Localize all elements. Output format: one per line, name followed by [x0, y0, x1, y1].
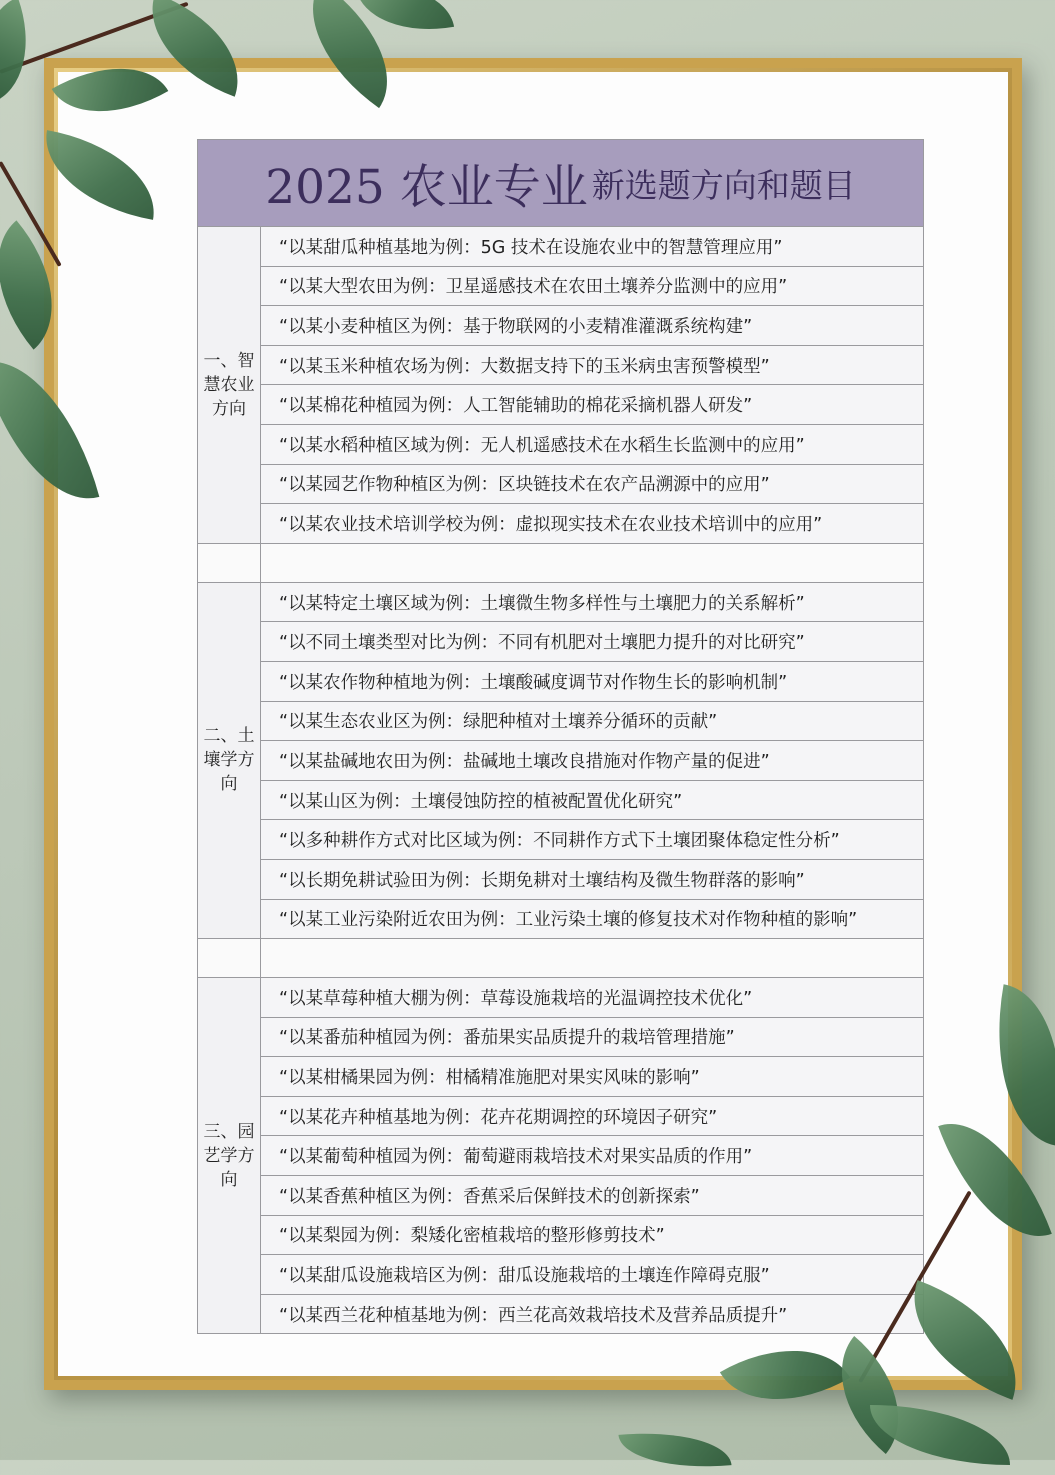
topic-item: “以某西兰花种植基地为例：西兰花高效栽培技术及营养品质提升”: [261, 1294, 924, 1334]
table-row: [198, 266, 924, 306]
table-row: [198, 701, 924, 741]
topic-item: “以某棉花种植园为例：人工智能辅助的棉花采摘机器人研发”: [261, 385, 924, 425]
category-cell: 三、园艺学方向: [198, 978, 261, 1334]
topic-item: “以某大型农田为例：卫星遥感技术在农田土壤养分监测中的应用”: [261, 266, 924, 306]
table-row: [198, 1294, 924, 1334]
spacer-row: [198, 543, 924, 582]
topic-item: “以某农作物种植地为例：土壤酸碱度调节对作物生长的影响机制”: [261, 661, 924, 701]
table-row: [198, 899, 924, 939]
table-row: [198, 306, 924, 346]
table-row: [198, 741, 924, 781]
table-row: [198, 820, 924, 860]
topic-item: “以某甜瓜设施栽培区为例：甜瓜设施栽培的土壤连作障碍克服”: [261, 1255, 924, 1295]
topic-item: “以长期免耕试验田为例：长期免耕对土壤结构及微生物群落的影响”: [261, 859, 924, 899]
topic-rows: [198, 227, 924, 1334]
topic-item: “以不同土壤类型对比为例：不同有机肥对土壤肥力提升的对比研究”: [261, 622, 924, 662]
category-cell: 二、土壤学方向: [198, 582, 261, 938]
table-row: [198, 227, 924, 267]
spacer-cell: [261, 939, 924, 978]
table-row: [198, 1136, 924, 1176]
table-row: [198, 859, 924, 899]
spacer-cell: [261, 543, 924, 582]
topic-item: “以某山区为例：土壤侵蚀防控的植被配置优化研究”: [261, 780, 924, 820]
topic-item: “以某梨园为例：梨矮化密植栽培的整形修剪技术”: [261, 1215, 924, 1255]
topic-item: “以某香蕉种植区为例：香蕉采后保鲜技术的创新探索”: [261, 1176, 924, 1216]
table-row: [198, 622, 924, 662]
topic-item: “以某甜瓜种植基地为例：5G 技术在设施农业中的智慧管理应用”: [261, 227, 924, 267]
spacer-cell: [198, 543, 261, 582]
topic-item: “以某农业技术培训学校为例：虚拟现实技术在农业技术培训中的应用”: [261, 504, 924, 544]
category-cell: 一、智慧农业方向: [198, 227, 261, 544]
table-row: [198, 424, 924, 464]
table-row: [198, 661, 924, 701]
topic-table: [197, 139, 924, 1334]
table-row: [198, 1017, 924, 1057]
page-title: [198, 140, 924, 227]
topic-item: “以某玉米种植农场为例：大数据支持下的玉米病虫害预警模型”: [261, 345, 924, 385]
topic-item: “以某花卉种植基地为例：花卉花期调控的环境因子研究”: [261, 1096, 924, 1136]
topic-item: “以某番茄种植园为例：番茄果实品质提升的栽培管理措施”: [261, 1017, 924, 1057]
table-row: [198, 385, 924, 425]
topic-item: “以某生态农业区为例：绿肥种植对土壤养分循环的贡献”: [261, 701, 924, 741]
table-row: [198, 504, 924, 544]
title-sub: 新选题方向和题目: [591, 165, 856, 205]
topic-item: “以某草莓种植大棚为例：草莓设施栽培的光温调控技术优化”: [261, 978, 924, 1018]
topic-item: “以某葡萄种植园为例：葡萄避雨栽培技术对果实品质的作用”: [261, 1136, 924, 1176]
table-row: [198, 464, 924, 504]
topic-item: “以某水稻种植区域为例：无人机遥感技术在水稻生长监测中的应用”: [261, 424, 924, 464]
table-row: [198, 780, 924, 820]
title-main: 2025 农业专业: [265, 159, 588, 215]
table-row: [198, 1215, 924, 1255]
spacer-cell: [198, 939, 261, 978]
table-row: [198, 978, 924, 1018]
topic-item: “以某园艺作物种植区为例：区块链技术在农产品溯源中的应用”: [261, 464, 924, 504]
table-row: [198, 1096, 924, 1136]
topic-item: “以某特定土壤区域为例：土壤微生物多样性与土壤肥力的关系解析”: [261, 582, 924, 622]
topic-item: “以某柑橘果园为例：柑橘精准施肥对果实风味的影响”: [261, 1057, 924, 1097]
topic-item: “以某工业污染附近农田为例：工业污染土壤的修复技术对作物种植的影响”: [261, 899, 924, 939]
table-row: [198, 1176, 924, 1216]
table-row: [198, 1255, 924, 1295]
topic-item: “以多种耕作方式对比区域为例：不同耕作方式下土壤团聚体稳定性分析”: [261, 820, 924, 860]
topic-item: “以某盐碱地农田为例：盐碱地土壤改良措施对作物产量的促进”: [261, 741, 924, 781]
topic-item: “以某小麦种植区为例：基于物联网的小麦精准灌溉系统构建”: [261, 306, 924, 346]
table-row: [198, 345, 924, 385]
spacer-row: [198, 939, 924, 978]
table-row: [198, 1057, 924, 1097]
table-row: [198, 582, 924, 622]
